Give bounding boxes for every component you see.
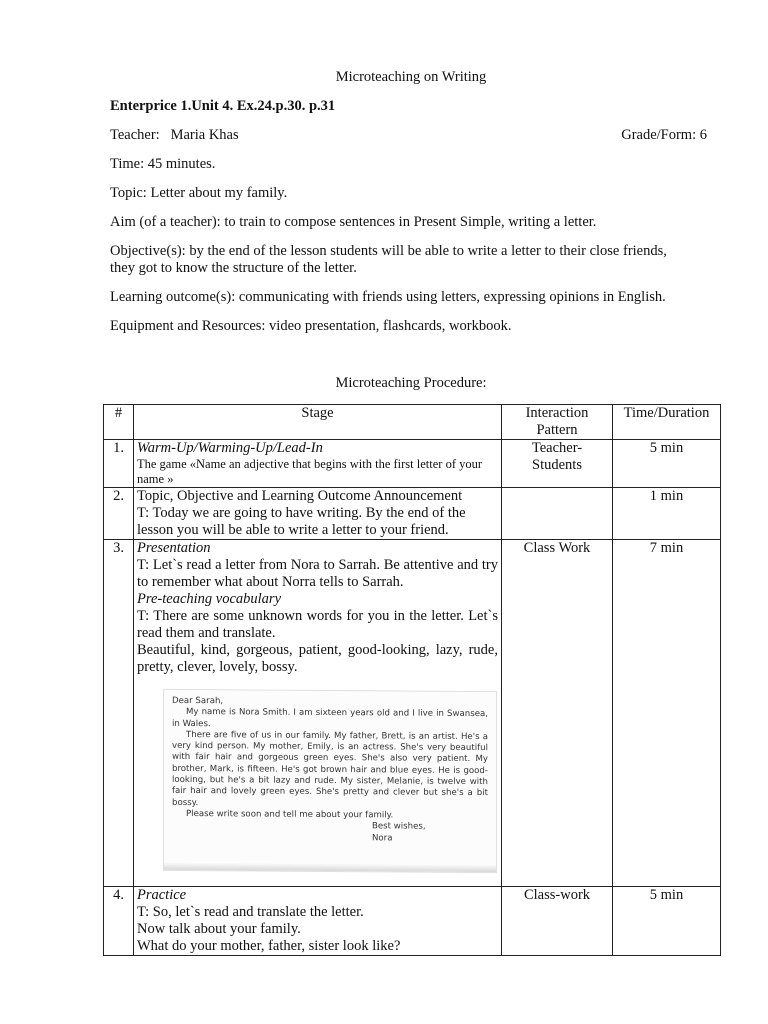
- col-header-time: Time/Duration: [613, 405, 721, 440]
- row-number: 3.: [104, 540, 134, 887]
- interaction-cell: Teacher- Students: [502, 440, 613, 488]
- interaction-cell: Class-work: [502, 887, 613, 956]
- lesson-topic: Topic: Letter about my family.: [110, 185, 288, 201]
- time-cell: 7 min: [613, 540, 721, 887]
- table-header-row: [104, 405, 721, 440]
- interaction-cell: [502, 488, 613, 540]
- interaction-cell: Class Work: [502, 540, 613, 887]
- procedure-table: [103, 404, 721, 956]
- document-title: Microteaching on Writing: [335, 69, 487, 85]
- stage-text: T: Let`s read a letter from Nora to Sarrah. Be attentive and try to remember what about Norra tells to Sarrah.: [137, 557, 498, 590]
- learning-outcome: Learning outcome(s): communicating with friends using letters, expressing opinions in English.: [110, 289, 666, 305]
- stage-cell: [134, 440, 502, 488]
- table-row: [104, 488, 721, 540]
- lesson-time: Time: 45 minutes.: [110, 156, 216, 172]
- stage-text: T: Today we are going to have writing. By the end of the lesson you will be able to write a letter to your friend.: [137, 505, 466, 538]
- stage-title: Topic, Objective and Learning Outcome Announcement: [137, 488, 463, 504]
- stage-title: Warm-Up/Warming-Up/Lead-In: [137, 440, 323, 456]
- row-number: 4.: [104, 887, 134, 956]
- equipment-resources: Equipment and Resources: video presentation, flashcards, workbook.: [110, 318, 512, 334]
- letter-paragraph: My name is Nora Smith. I am sixteen years old and I live in Swansea, in Wales.: [172, 707, 488, 729]
- teacher-name: Teacher: Maria Khas: [110, 127, 239, 143]
- col-header-interaction: Interaction Pattern: [502, 405, 613, 440]
- stage-text: T: So, let`s read and translate the letter.: [137, 904, 364, 920]
- time-cell: 5 min: [613, 440, 721, 488]
- lesson-reference: Enterprice 1.Unit 4. Ex.24.p.30. p.31: [110, 98, 336, 114]
- stage-text: The game «Name an adjective that begins with the first letter of your name »: [137, 457, 483, 486]
- stage-cell: [134, 488, 502, 540]
- letter-greeting: Dear Sarah,: [172, 695, 224, 707]
- row-number: 2.: [104, 488, 134, 540]
- stage-title: Practice: [137, 887, 187, 903]
- stage-subtitle: Pre-teaching vocabulary: [137, 591, 282, 607]
- letter-closing: Best wishes,: [372, 821, 426, 832]
- letter-paragraph: There are five of us in our family. My father, Brett, is an artist. He's a very kind person. My mother, Emily, is an actress. She's very beautiful with fair hair and gorgeous green eyes. She's also very patient. My brother, Mark, is fifteen. He's got brown hair and blue eyes. He is good-looking, but he's a bit lazy and rude. My sister, Melanie, is twelve with fair hair and lovely green eyes. She's pretty and clever but she's a bit bossy.: [172, 729, 488, 808]
- stage-title: Presentation: [137, 540, 211, 556]
- stage-cell: [134, 540, 502, 887]
- stage-text: What do your mother, father, sister look like?: [137, 938, 401, 954]
- letter-paragraph: Please write soon and tell me about your family.: [186, 808, 394, 821]
- letter-signature: Nora: [372, 832, 393, 843]
- table-row: [104, 887, 721, 956]
- letter-scan-image: [163, 689, 497, 873]
- time-cell: 5 min: [613, 887, 721, 956]
- lesson-aim: Aim (of a teacher): to train to compose sentences in Present Simple, writing a letter.: [110, 214, 597, 230]
- stage-text: Now talk about your family.: [137, 921, 301, 937]
- teacher-line: [110, 127, 710, 144]
- time-cell: 1 min: [613, 488, 721, 540]
- row-number: 1.: [104, 440, 134, 488]
- scan-edge: [164, 862, 496, 872]
- stage-text: T: There are some unknown words for you in the letter. Let`s read them and translate.: [137, 608, 498, 641]
- vocabulary-list: Beautiful, kind, gorgeous, patient, good-looking, lazy, rude, pretty, clever, lovely, bossy.: [137, 642, 498, 675]
- col-header-stage: Stage: [134, 405, 502, 440]
- table-row: [104, 440, 721, 488]
- lesson-objective: Objective(s): by the end of the lesson students will be able to write a letter to their close friends, they got to know the structure of the letter.: [110, 243, 667, 276]
- stage-cell: [134, 887, 502, 956]
- procedure-title: Microteaching Procedure:: [335, 375, 487, 391]
- col-header-num: #: [104, 405, 134, 440]
- grade-form: Grade/Form: 6: [621, 127, 707, 143]
- table-row: [104, 540, 721, 887]
